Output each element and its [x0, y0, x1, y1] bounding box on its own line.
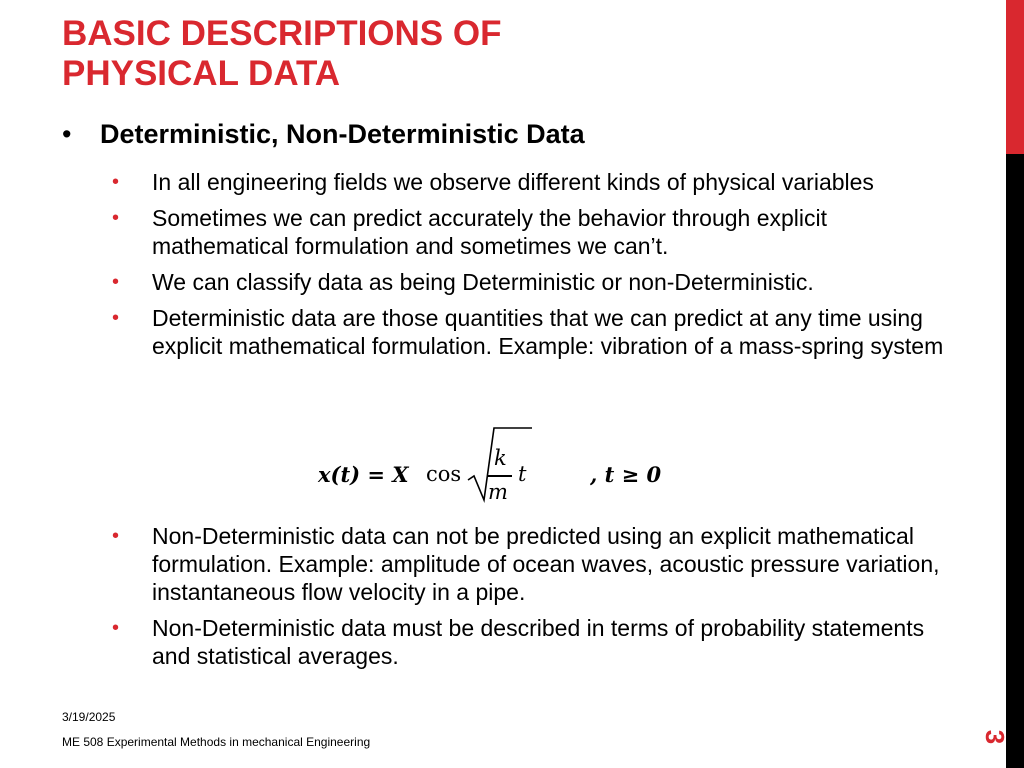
bullet-list-a — [112, 168, 962, 368]
bullet-dot: • — [112, 525, 120, 547]
list-item — [112, 204, 962, 260]
list-item — [112, 268, 962, 296]
formula-lhs: x(t) = X — [318, 462, 409, 487]
footer-date: 3/19/2025 — [62, 710, 116, 724]
bullet-dot: • — [112, 271, 120, 293]
list-item — [112, 168, 962, 196]
formula-variable: t — [518, 462, 527, 486]
formula-denominator: m — [488, 480, 508, 504]
formula-function: cos — [426, 462, 462, 486]
heading-text: Deterministic, Non-Deterministic Data — [100, 119, 585, 149]
list-item-text: Deterministic data are those quantities that we can predict at any time using explicit mathematical formulation. Example: vibration of a mass-spring system — [152, 305, 944, 359]
formula-condition: , t ≥ 0 — [590, 462, 662, 487]
page-number: 3 — [980, 729, 1010, 745]
slide-title — [62, 14, 962, 94]
bullet-list-b — [112, 522, 962, 678]
list-item-text: Non-Deterministic data can not be predicted using an explicit mathematical formulation. Example: amplitude of ocean waves, acoustic pressure variation, instantaneous flow velocity in a pipe. — [152, 523, 940, 605]
list-item — [112, 522, 962, 606]
heading-bullet: • — [62, 119, 72, 149]
bullet-dot: • — [112, 617, 120, 639]
list-item-text: In all engineering fields we observe different kinds of physical variables — [152, 169, 874, 195]
formula — [318, 424, 678, 504]
formula-numerator: k — [494, 446, 507, 470]
list-item-text: Non-Deterministic data must be described in terms of probability statements and statistical averages. — [152, 615, 925, 669]
list-item — [112, 614, 962, 670]
side-bar-accent — [1006, 0, 1024, 154]
fraction-bar — [488, 475, 512, 477]
bullet-dot: • — [112, 207, 120, 229]
list-item-text: We can classify data as being Deterministic or non-Deterministic. — [152, 269, 814, 295]
list-item-text: Sometimes we can predict accurately the behavior through explicit mathematical formulation and sometimes we can’t. — [152, 205, 828, 259]
slide-title-line-1: BASIC DESCRIPTIONS OF — [62, 14, 502, 53]
list-item — [112, 304, 962, 360]
bullet-dot: • — [112, 307, 120, 329]
slide-title-line-2: PHYSICAL DATA — [62, 54, 341, 93]
section-heading — [62, 118, 585, 150]
footer-course: ME 508 Experimental Methods in mechanical Engineering — [62, 735, 371, 749]
bullet-dot: • — [112, 171, 120, 193]
